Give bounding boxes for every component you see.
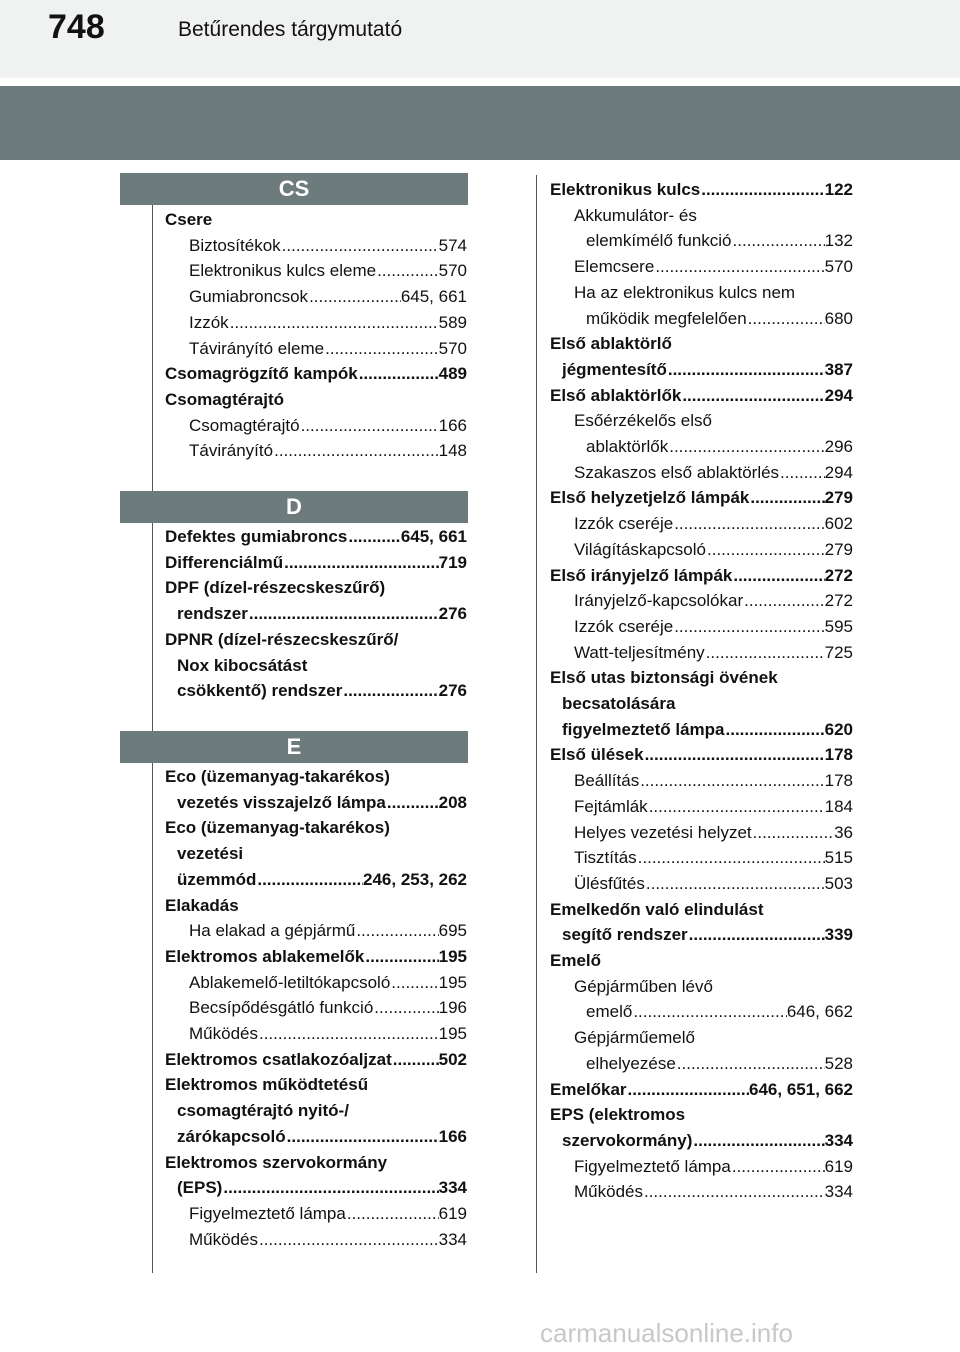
- entry-page: 272: [824, 565, 853, 585]
- index-entry: [574, 794, 853, 820]
- entry-page: 122: [824, 180, 853, 199]
- right-column-rule: [536, 175, 537, 1273]
- index-entry: [189, 438, 467, 464]
- entry-page: 132: [824, 231, 853, 251]
- index-entry: [574, 254, 853, 280]
- index-entry: [574, 460, 853, 486]
- entry-term: Izzók cseréje: [574, 616, 674, 636]
- entry-term: Izzók cseréje: [574, 514, 674, 534]
- entry-page: 645, 661: [400, 287, 467, 307]
- index-entry: [562, 922, 853, 948]
- index-entry: [189, 284, 467, 310]
- entry-term: üzemmód: [177, 869, 257, 889]
- entry-page: 276: [438, 604, 467, 624]
- entry-term: jégmentesítő: [562, 359, 667, 379]
- entry-term: vezetés visszajelző lámpa: [177, 792, 386, 812]
- index-entry: Gépjárműben lévő: [574, 976, 713, 996]
- entry-term: szervokormány): [562, 1130, 693, 1150]
- entry-term: Defektes gumiabroncs: [165, 527, 348, 546]
- index-entry: [189, 918, 467, 944]
- entry-term: Elektromos csatlakozóaljzat: [165, 1049, 392, 1069]
- index-entry: [586, 306, 853, 332]
- index-entry: [574, 537, 853, 563]
- entry-term: Működés: [189, 1024, 258, 1043]
- index-entry: Első ablaktörlő: [550, 334, 672, 354]
- entry-term: Elektronikus kulcs eleme: [189, 261, 377, 281]
- index-entry: [165, 944, 467, 970]
- entry-page: 570: [824, 257, 853, 277]
- entry-term: Első ablaktörlők: [550, 385, 682, 405]
- entry-term: Csomagtérajtó: [189, 415, 300, 435]
- index-entry: [550, 1077, 853, 1103]
- section-header-e: E: [120, 731, 468, 763]
- entry-term: Elektromos ablakemelők: [165, 946, 365, 966]
- index-entry: Gépjárműemelő: [574, 1028, 695, 1048]
- index-entry: vezetési: [177, 844, 244, 864]
- index-entry: [550, 742, 853, 768]
- entry-page: 148: [438, 441, 467, 461]
- index-entry: [189, 1227, 467, 1253]
- entry-term: Szakaszos első ablaktörlés: [574, 462, 780, 482]
- index-entry: [586, 434, 853, 460]
- header-band: [0, 86, 960, 160]
- index-entry: [189, 970, 467, 996]
- index-entry: [550, 177, 853, 203]
- entry-term: Irányjelző-kapcsolókar: [574, 591, 744, 611]
- index-entry: [574, 1154, 853, 1180]
- entry-term: Figyelmeztető lámpa: [574, 1156, 731, 1176]
- entry-term: Elektronikus kulcs: [550, 180, 701, 199]
- entry-term: Biztosítékok: [189, 235, 281, 255]
- entry-term: Működés: [574, 1182, 643, 1202]
- index-entry: Nox kibocsátást: [177, 655, 308, 675]
- entry-page: 184: [824, 796, 853, 816]
- entry-page: 178: [824, 745, 853, 765]
- entry-page: 719: [438, 552, 467, 572]
- entry-page: 503: [824, 873, 853, 893]
- index-entry: [562, 1128, 853, 1154]
- entry-page: 645, 661: [400, 527, 467, 546]
- index-entry: [177, 867, 467, 893]
- entry-term: Gumiabroncsok: [189, 287, 309, 307]
- entry-page: 646, 662: [786, 1002, 853, 1022]
- entry-term: Tisztítás: [574, 848, 637, 868]
- index-entry: [177, 678, 467, 704]
- index-entry: [177, 601, 467, 627]
- entry-page: 528: [824, 1053, 853, 1073]
- entry-page: 570: [438, 338, 467, 358]
- entry-page: 339: [824, 925, 853, 945]
- index-entry: [574, 588, 853, 614]
- index-entry: [165, 524, 467, 550]
- watermark: carmanualsonline.info: [540, 1318, 793, 1348]
- entry-page: 619: [438, 1203, 467, 1223]
- entry-term: Fejtámlák: [574, 796, 648, 816]
- entry-term: Ülésfűtés: [574, 873, 645, 893]
- entry-page: 680: [824, 308, 853, 328]
- entry-page: 387: [824, 359, 853, 379]
- index-entry: Első utas biztonsági övének: [550, 668, 778, 688]
- entry-page: 489: [438, 364, 467, 384]
- entry-term: Működés: [189, 1229, 258, 1249]
- index-entry: Ha az elektronikus kulcs nem: [574, 282, 796, 302]
- entry-term: Figyelmeztető lámpa: [189, 1203, 346, 1223]
- page-title: Betűrendes tárgymutató: [178, 18, 403, 41]
- entry-term: Izzók: [189, 312, 229, 332]
- index-entry: [586, 999, 853, 1025]
- entry-term: figyelmeztető lámpa: [562, 719, 725, 739]
- index-entry: Elektromos működtetésű: [165, 1075, 369, 1095]
- entry-page: 602: [824, 514, 853, 534]
- index-entry: [165, 361, 467, 387]
- index-entry: [177, 790, 467, 816]
- index-entry: [586, 1051, 853, 1077]
- entry-page: 646, 651, 662: [749, 1079, 853, 1099]
- index-entry: [562, 717, 853, 743]
- entry-term: zárókapcsoló: [177, 1126, 286, 1146]
- entry-term: elhelyezése: [586, 1053, 676, 1073]
- entry-term: segítő rendszer: [562, 925, 688, 945]
- index-entry: EPS (elektromos: [550, 1105, 686, 1125]
- entry-page: 574: [438, 235, 467, 255]
- entry-term: Beállítás: [574, 771, 640, 791]
- entry-page: 595: [824, 616, 853, 636]
- entry-page: 195: [438, 972, 467, 992]
- index-entry: Csomagtérajtó: [165, 389, 285, 409]
- entry-term: (EPS): [177, 1178, 223, 1198]
- entry-term: Ablakemelő-letiltókapcsoló: [189, 972, 391, 992]
- index-entry: [550, 383, 853, 409]
- entry-page: 334: [438, 1229, 467, 1249]
- index-entry: Csere: [165, 210, 213, 229]
- index-entry: [165, 550, 467, 576]
- index-entry: [574, 845, 853, 871]
- entry-page: 334: [824, 1130, 853, 1150]
- index-entry: Esőérzékelős első: [574, 411, 712, 431]
- entry-term: Első ülések: [550, 745, 644, 765]
- entry-page: 279: [824, 539, 853, 559]
- entry-page: 294: [824, 462, 853, 482]
- entry-term: rendszer: [177, 604, 248, 624]
- entry-term: ablaktörlők: [586, 437, 669, 456]
- entry-page: 515: [824, 848, 853, 868]
- index-entry: [550, 485, 853, 511]
- index-entry: [189, 413, 467, 439]
- entry-term: elemkímélő funkció: [586, 231, 732, 251]
- index-entry: [562, 357, 853, 383]
- index-entry: [177, 1175, 467, 1201]
- page-number: 748: [48, 8, 105, 46]
- entry-page: 296: [824, 437, 853, 456]
- entry-page: 695: [438, 921, 467, 941]
- entry-term: Differenciálmű: [165, 552, 284, 572]
- entry-page: 36: [834, 822, 853, 842]
- index-entry: [189, 1201, 467, 1227]
- index-entry: [165, 1047, 467, 1073]
- entry-term: Első helyzetjelző lámpák: [550, 488, 750, 508]
- page-header-bar: [0, 0, 960, 78]
- entry-term: Távirányító eleme: [189, 338, 325, 358]
- entry-page: 166: [438, 1126, 467, 1146]
- index-entry: [586, 228, 853, 254]
- section-header-d: D: [120, 491, 468, 523]
- index-entry: Eco (üzemanyag-takarékos): [165, 767, 390, 786]
- entry-page: 620: [824, 719, 853, 739]
- index-entry: [574, 1179, 853, 1205]
- index-entry: Eco (üzemanyag-takarékos): [165, 818, 390, 838]
- index-entry: Emelkedőn való elindulást: [550, 899, 764, 919]
- entry-page: 334: [824, 1182, 853, 1202]
- entry-page: 294: [824, 385, 853, 405]
- index-entry: [574, 640, 853, 666]
- entry-page: 589: [438, 312, 467, 332]
- entry-page: 279: [824, 488, 853, 508]
- index-entry: Akkumulátor- és: [574, 205, 697, 225]
- entry-term: Elemcsere: [574, 257, 655, 277]
- index-entry: Elektromos szervokormány: [165, 1152, 388, 1172]
- index-entry: DPNR (dízel-részecskeszűrő/: [165, 629, 399, 649]
- entry-term: működik megfelelően: [586, 308, 747, 328]
- index-entry: [189, 336, 467, 362]
- index-entry: [189, 258, 467, 284]
- entry-page: 178: [824, 771, 853, 791]
- index-entry: Emelő: [550, 951, 602, 970]
- entry-page: 196: [438, 998, 467, 1018]
- index-entry: becsatolására: [562, 694, 676, 713]
- entry-term: Becsípődésgátló funkció: [189, 998, 374, 1018]
- entry-term: Helyes vezetési helyzet: [574, 822, 752, 842]
- index-entry: csomagtérajtó nyitó-/: [177, 1101, 349, 1121]
- index-entry: [189, 310, 467, 336]
- index-entry: [550, 563, 853, 589]
- entry-term: Világításkapcsoló: [574, 539, 706, 559]
- index-entry: [574, 511, 853, 537]
- index-entry: [189, 233, 467, 259]
- index-entry: [574, 871, 853, 897]
- section-header-cs: CS: [120, 173, 468, 205]
- entry-page: 246, 253, 262: [363, 869, 467, 889]
- entry-term: Ha elakad a gépjármű: [189, 921, 356, 941]
- entry-term: Csomagrögzítő kampók: [165, 364, 358, 384]
- index-entry: Elakadás: [165, 895, 239, 915]
- index-entry: [574, 768, 853, 794]
- entry-page: 502: [438, 1049, 467, 1069]
- entry-page: 166: [438, 415, 467, 435]
- entry-page: 276: [438, 681, 467, 701]
- index-entry: [574, 820, 853, 846]
- index-entry: [189, 1021, 467, 1047]
- entry-term: emelő: [586, 1002, 633, 1022]
- entry-term: csökkentő) rendszer: [177, 681, 343, 701]
- entry-term: Távirányító: [189, 441, 274, 461]
- entry-term: Első irányjelző lámpák: [550, 565, 733, 585]
- index-entry: DPF (dízel-részecskeszűrő): [165, 578, 386, 598]
- entry-page: 725: [824, 642, 853, 662]
- index-entry: [189, 995, 467, 1021]
- entry-term: Watt-teljesítmény: [574, 642, 705, 662]
- entry-page: 195: [438, 946, 467, 966]
- entry-page: 195: [438, 1024, 467, 1043]
- index-entry: [574, 614, 853, 640]
- entry-page: 208: [438, 792, 467, 812]
- entry-term: Emelőkar: [550, 1079, 627, 1099]
- entry-page: 570: [438, 261, 467, 281]
- entry-page: 334: [438, 1178, 467, 1198]
- entry-page: 272: [824, 591, 853, 611]
- index-entry: [177, 1124, 467, 1150]
- entry-page: 619: [824, 1156, 853, 1176]
